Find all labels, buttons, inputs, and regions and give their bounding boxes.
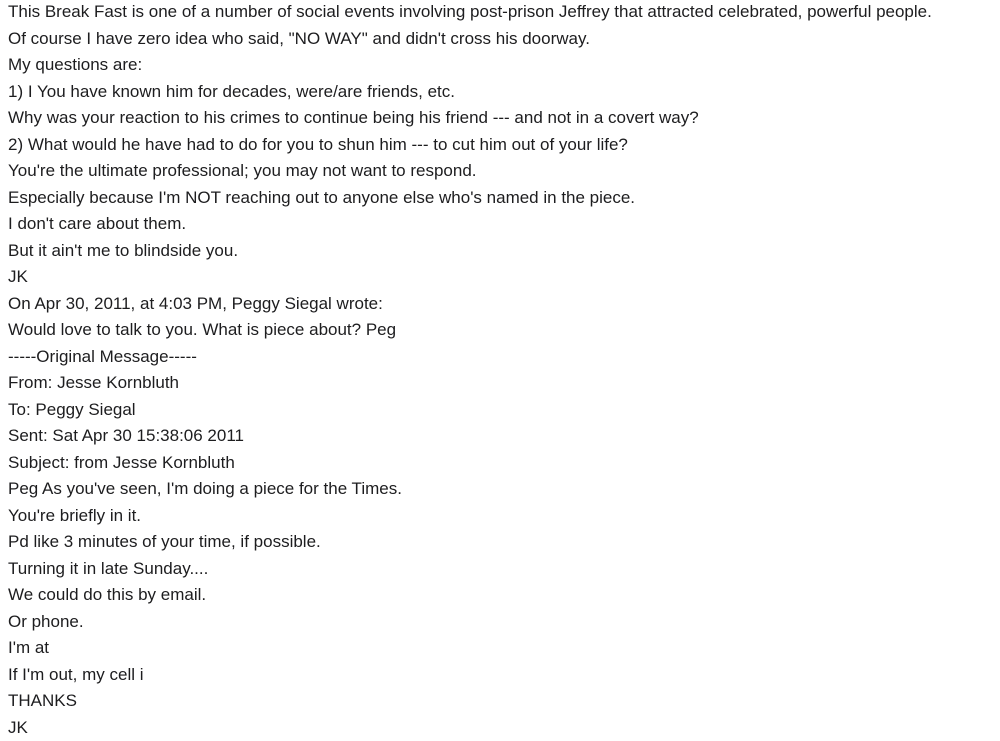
- text-line: My questions are:: [8, 52, 1000, 79]
- text-line: Or phone.: [8, 609, 1000, 636]
- text-line: You're the ultimate professional; you may not want to respond.: [8, 158, 1000, 185]
- text-line: Turning it in late Sunday....: [8, 556, 1000, 583]
- text-line: If I'm out, my cell i: [8, 662, 1000, 689]
- text-line: To: Peggy Siegal: [8, 397, 1000, 424]
- text-line: Pd like 3 minutes of your time, if possible.: [8, 529, 1000, 556]
- text-line: Why was your reaction to his crimes to continue being his friend --- and not in a covert way?: [8, 105, 1000, 132]
- text-line: Sent: Sat Apr 30 15:38:06 2011: [8, 423, 1000, 450]
- text-line: 1) I You have known him for decades, were/are friends, etc.: [8, 79, 1000, 106]
- text-line: 2) What would he have had to do for you to shun him --- to cut him out of your life?: [8, 132, 1000, 159]
- text-line: -----Original Message-----: [8, 344, 1000, 371]
- text-line: JK: [8, 264, 1000, 291]
- text-line: I'm at: [8, 635, 1000, 662]
- text-line: I don't care about them.: [8, 211, 1000, 238]
- text-line: Would love to talk to you. What is piece about? Peg: [8, 317, 1000, 344]
- text-line: Subject: from Jesse Kornbluth: [8, 450, 1000, 477]
- text-line: From: Jesse Kornbluth: [8, 370, 1000, 397]
- text-line: But it ain't me to blindside you.: [8, 238, 1000, 265]
- text-line: On Apr 30, 2011, at 4:03 PM, Peggy Siegal wrote:: [8, 291, 1000, 318]
- text-line: JK: [8, 715, 1000, 741]
- text-line: Peg As you've seen, I'm doing a piece for the Times.: [8, 476, 1000, 503]
- text-line: You're briefly in it.: [8, 503, 1000, 530]
- text-line: This Break Fast is one of a number of social events involving post-prison Jeffrey that attracted celebrated, powerful people.: [8, 0, 1000, 26]
- text-line: We could do this by email.: [8, 582, 1000, 609]
- text-line: Of course I have zero idea who said, "NO WAY" and didn't cross his doorway.: [8, 26, 1000, 53]
- text-line: Especially because I'm NOT reaching out to anyone else who's named in the piece.: [8, 185, 1000, 212]
- text-line: THANKS: [8, 688, 1000, 715]
